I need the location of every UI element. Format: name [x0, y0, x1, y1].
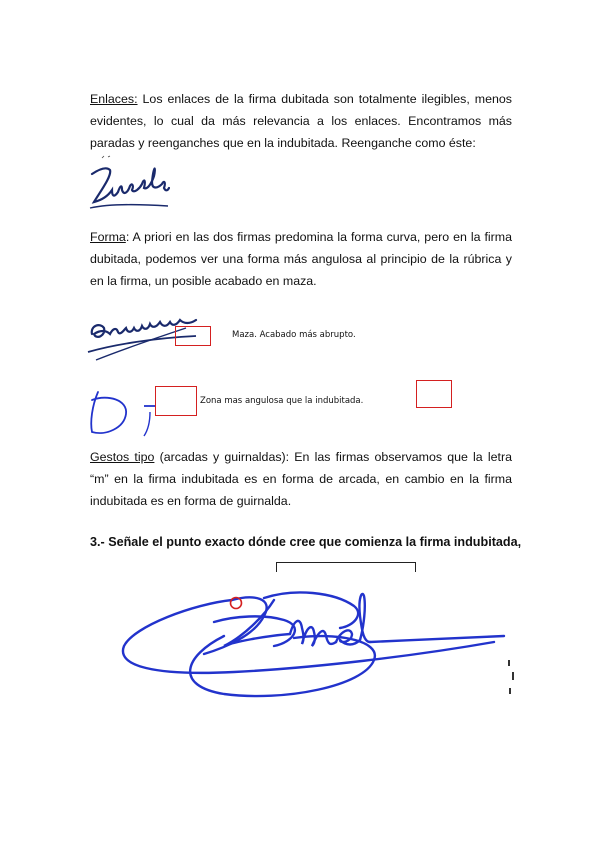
answer-box-left-edge	[276, 562, 277, 572]
gestos-text: (arcadas y guirnaldas): En las firmas observamos que la letra “m” en la firma indubitada es en forma de arcada, en cambio en la firma indubitada es en forma de guirnalda.	[90, 450, 512, 508]
enlaces-text: Los enlaces de la firma dubitada son totalmente ilegibles, menos evidentes, lo cual da más relevancia a los enlaces. Encontramos más paradas y reenganches que en la indubitada. Reenganche como éste:	[90, 92, 512, 150]
reenganche-signature-image	[88, 152, 170, 214]
angular-zone-red-marker	[155, 386, 197, 416]
enlaces-label: Enlaces:	[90, 92, 138, 106]
question-heading: 3.- Señale el punto exacto dónde cree que comienza la firma indubitada,	[90, 535, 522, 549]
maza-red-marker	[175, 326, 211, 346]
gestos-paragraph	[90, 446, 512, 512]
extra-red-marker	[416, 380, 452, 408]
zona-note: Zona mas angulosa que la indubitada.	[200, 396, 364, 406]
answer-box-right-edge	[415, 562, 416, 572]
forma-paragraph	[90, 226, 512, 292]
gestos-label: Gestos tipo	[90, 450, 155, 464]
answer-box-top-line	[276, 562, 416, 563]
forma-label: Forma	[90, 230, 126, 244]
maza-note: Maza. Acabado más abrupto.	[232, 330, 356, 340]
forma-text: : A priori en las dos firmas predomina la forma curva, pero en la firma dubitada, podemos ver una forma más angulosa al principio de la rúbrica y en la firma, un posible acabado en maza.	[90, 230, 512, 288]
indubitada-signature-image	[114, 576, 520, 712]
enlaces-paragraph	[90, 88, 512, 154]
